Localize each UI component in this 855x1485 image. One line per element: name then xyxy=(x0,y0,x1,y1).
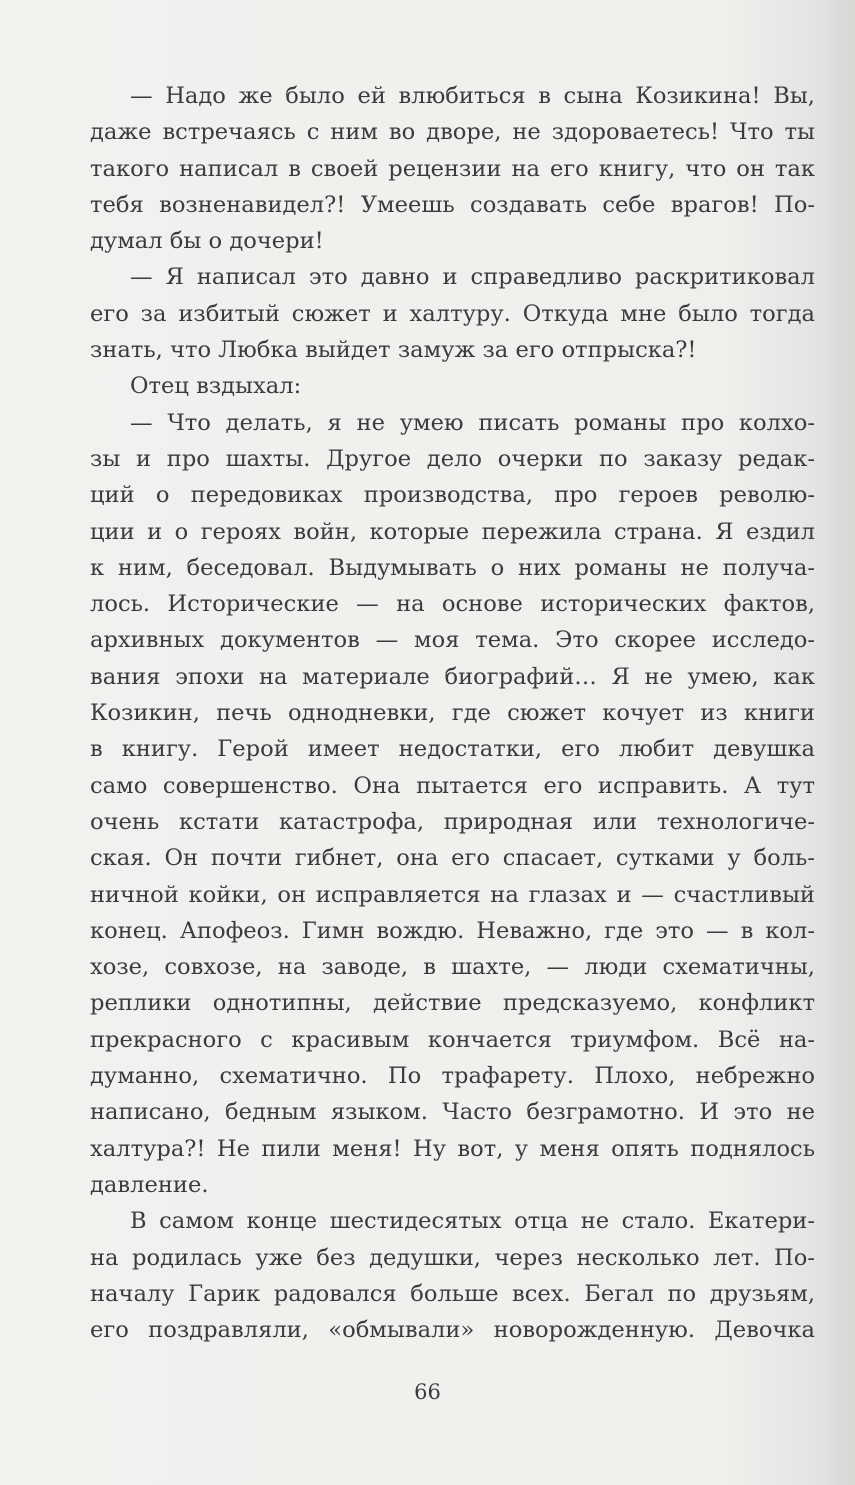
paragraph xyxy=(90,405,815,1204)
paragraph xyxy=(90,78,815,259)
text-line: даже встречаясь с ним во дворе, не здороваетесь! Что ты xyxy=(90,119,815,146)
text-line: написано, бедным языком. Часто безграмотно. И это не xyxy=(90,1099,815,1126)
text-line: само совершенство. Она пытается его исправить. А тут xyxy=(90,772,815,799)
text-line: ций о передовиках производства, про героев револю- xyxy=(90,482,815,509)
body-text xyxy=(90,78,815,1348)
text-line: В самом конце шестидесятых отца не стало. Екатери- xyxy=(130,1208,815,1235)
text-line: — Я написал это давно и справедливо раскритиковал xyxy=(130,264,815,291)
text-line: началу Гарик радовался больше всех. Бегал по друзьям, xyxy=(90,1280,815,1307)
text-line: — Надо же было ей влюбиться в сына Козикина! Вы, xyxy=(130,83,815,109)
text-line: лось. Исторические — на основе исторических фактов, xyxy=(90,591,815,618)
text-line: — Что делать, я не умею писать романы про колхо- xyxy=(130,409,815,436)
text-line: ции и о героях войн, которые пережила страна. Я ездил xyxy=(90,518,815,545)
text-line: халтура?! Не пили меня! Ну вот, у меня опять поднялось xyxy=(90,1135,815,1162)
text-line: ская. Он почти гибнет, она его спасает, сутками у боль- xyxy=(90,845,815,872)
text-line: такого написал в своей рецензии на его книгу, что он так xyxy=(90,155,815,182)
paragraph xyxy=(90,368,815,404)
text-line: в книгу. Герой имеет недостатки, его любит девушка xyxy=(90,736,815,763)
paragraph xyxy=(90,259,815,368)
text-line: зы и про шахты. Другое дело очерки по заказу редак- xyxy=(90,445,815,472)
text-line: Козикин, печь однодневки, где сюжет кочует из книги xyxy=(90,700,815,727)
text-line: прекрасного с красивым кончается триумфом. Всё на- xyxy=(90,1026,815,1053)
text-line: его за избитый сюжет и халтуру. Откуда мне было тогда xyxy=(90,300,815,327)
page-number: 66 xyxy=(414,1380,441,1404)
text-line: хозе, совхозе, на заводе, в шахте, — люди схематичны, xyxy=(90,954,815,981)
text-line: давление. xyxy=(90,1171,209,1198)
text-line: думал бы о дочери! xyxy=(90,228,324,255)
text-line: его поздравляли, «обмывали» новорожденную. Девочка xyxy=(90,1317,815,1344)
text-line: архивных документов — моя тема. Это скорее исследо- xyxy=(90,627,815,654)
text-line: думанно, схематично. По трафарету. Плохо, небрежно xyxy=(90,1063,815,1090)
text-line: к ним, беседовал. Выдумывать о них романы не получа- xyxy=(90,554,815,581)
paragraph xyxy=(90,1203,815,1348)
text-line: на родилась уже без дедушки, через несколько лет. По- xyxy=(90,1244,815,1271)
text-line: конец. Апофеоз. Гимн вождю. Неважно, где это — в кол- xyxy=(90,917,815,944)
text-line: вания эпохи на материале биографий… Я не умею, как xyxy=(90,663,815,690)
text-line: знать, что Любка выйдет замуж за его отпрыска?! xyxy=(90,337,697,364)
text-line: Отец вздыхал: xyxy=(130,373,302,400)
text-line: очень кстати катастрофа, природная или технологиче- xyxy=(90,808,815,835)
text-line: ничной койки, он исправляется на глазах и — счастливый xyxy=(90,881,815,908)
text-line: тебя возненавидел?! Умеешь создавать себе врагов! По- xyxy=(90,191,815,218)
text-line: реплики однотипны, действие предсказуемо, конфликт xyxy=(90,990,815,1017)
